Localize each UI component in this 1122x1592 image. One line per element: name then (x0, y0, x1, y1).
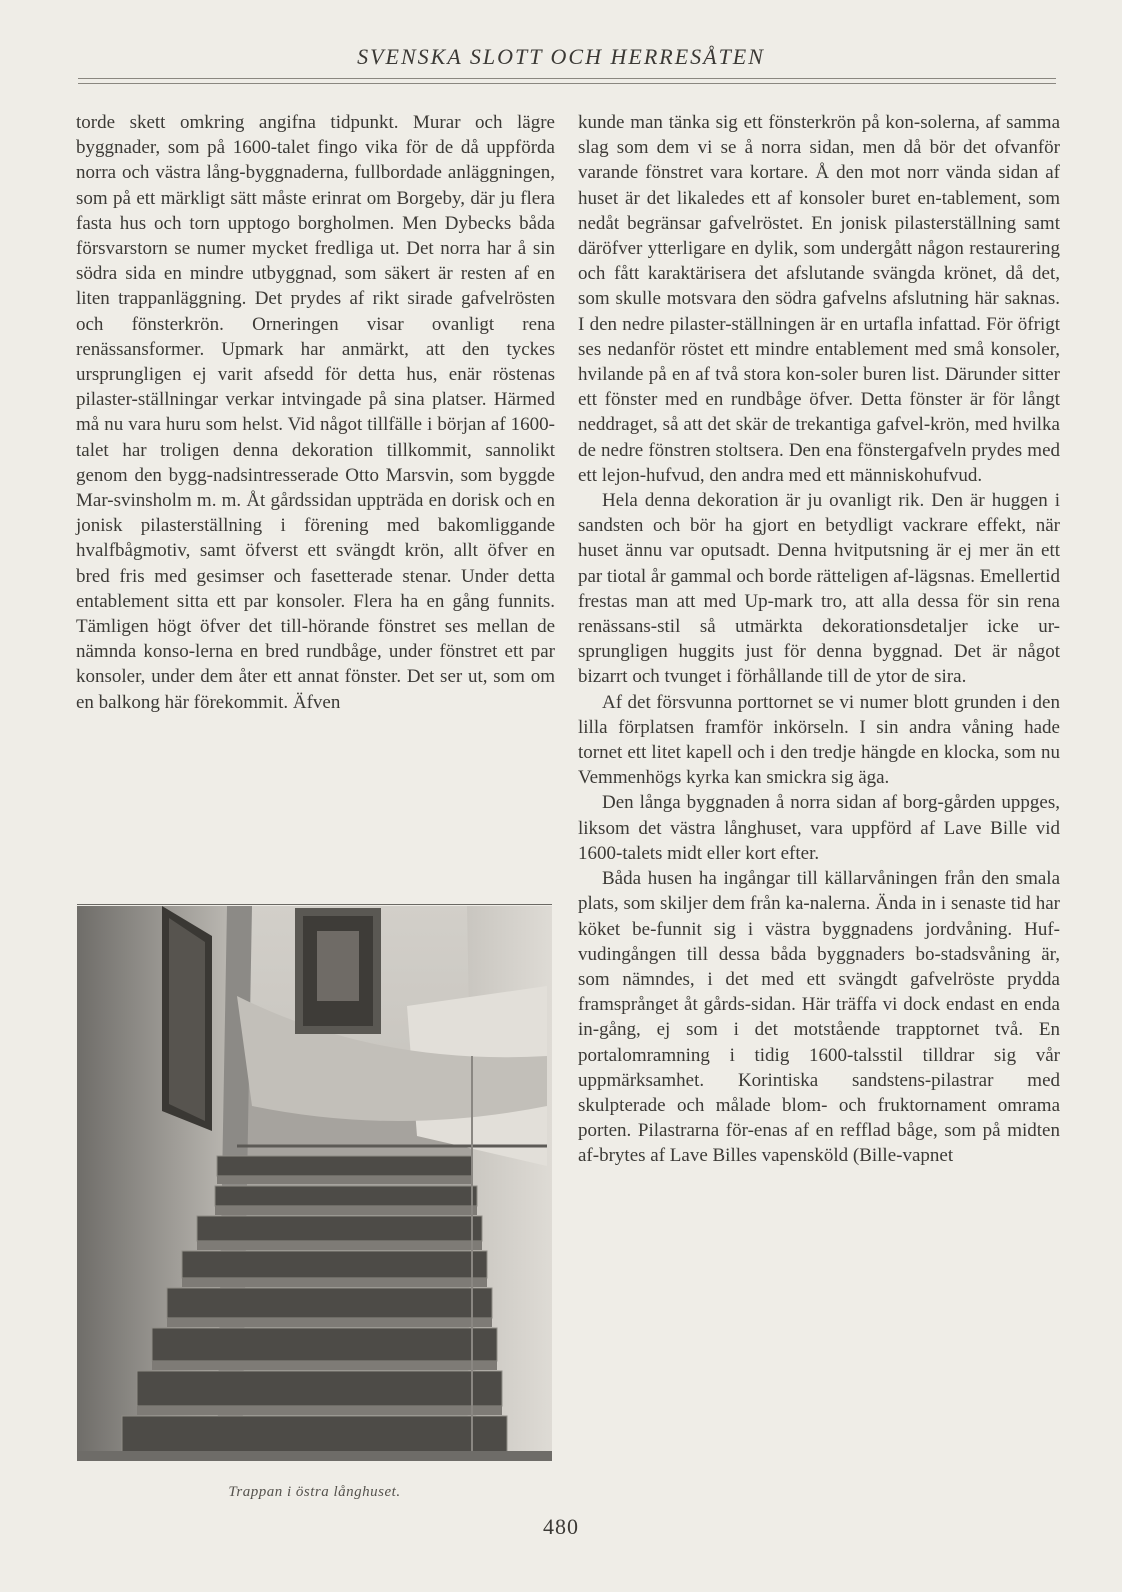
right-paragraph-4: Den långa byggnaden å norra sidan af borg-gården uppges, liksom det västra långhuset, vara uppförd af Lave Bille vid 1600-talets midt eller kort efter. (578, 792, 1060, 864)
header-rule-top (78, 78, 1056, 79)
staircase-photo (77, 906, 552, 1461)
right-paragraph-5: Båda husen ha ingångar till källarvåningen från den smala plats, som skiljer dem från ka-nalerna. Ända in i senaste tid har köket be-funnit sig i västra byggnadens jordvåning. Huf-vudingången till dessa båda byggnaders bo-stadsvåning är, som nämndes, i det med ett svängdt gafvelröste prydda framsprånget åt gårds-sidan. Här träffa vi dock endast en enda in-gång, ej som i det motstående trapptornet två. En portalomramning i tidig 1600-talsstil tilldrar sig vår uppmärksamhet. Korintiska sandstens-pilastrar med skulpterade och målade blom- och fruktornament omrama porten. Pilastrarna för-enas af en refflad båge, som på midten af-brytes af Lave Billes vapensköld (Bille-vapnet (578, 868, 1060, 1167)
photo-caption: Trappan i östra långhuset. (228, 1484, 401, 1500)
right-paragraph-1: kunde man tänka sig ett fönsterkrön på kon-solerna, af samma slag som dem vi se å norra sidan, men då bör det ofvanför varande fönstret vara kortare. Å den mot norr vända sidan af huset är det likaledes ett af konsoler buret en-tablement, som nedåt begränsar gafvelröstet. En jonisk pilasterställning samt däröfver ytterligare en dylik, som undergått någon restaurering och fått karaktärisera det afslutande svängda krönet, då det, som skulle motsvara den södra gafvelns afslutning här saknas. I den nedre pilaster-ställningen är en urtafla infattad. För öfrigt ses nedanför röstet ett mindre entablement med små konsoler, hvilande på en af två stora kon-soler buren list. Därunder sitter ett fönster med en rundbåge öfver. Detta fönster är för långt neddraget, så att det skär de trekantiga gafvel-krön, med hvilka de nedre fönstren stoltsera. Den ena fönstergafveln prydes med ett lejon-hufvud, den andra med ett människohufvud. (578, 112, 1060, 486)
running-header: SVENSKA SLOTT OCH HERRESÅTEN (357, 44, 765, 69)
photo-top-rule (77, 904, 552, 905)
left-paragraph-1: torde skett omkring angifna tidpunkt. Murar och lägre byggnader, som på 1600-talet fingo vika för de då uppförda norra och västra lång-byggnaderna, fullbordade anläggningen, som på ett märkligt sätt måste erinrat om Borgeby, där ju flera fasta hus och torn upptogo borgholmen. Men Dybecks båda försvarstorn se numer mycket fredliga ut. Det norra har å sin södra sida en mindre utbyggnad, som säkert är resten af en liten trappanläggning. Det prydes af rikt sirade gafvelrösten och fönsterkrön. Orneringen visar ovanligt rena renässansformer. Upmark har anmärkt, att den tyckes ursprungligen ej varit afsedd för detta hus, enär röstenas pilaster-ställningar verkar intvingade på sina platser. Härmed må nu vara huru som helst. Vid något tillfälle i början af 1600-talet har troligen denna dekoration tillkommit, sannolikt genom den bygg-nadsintresserade Otto Marsvin, som byggde Mar-svinsholm m. m. Åt gårdssidan uppträda en dorisk och en jonisk pilasterställning i förening med bakomliggande hvalfbågmotiv, samt öfverst ett svängdt krön, allt öfver en bred fris med gesimser och fasetterade stenar. Under detta entablement sitta ett par konsoler. Flera ha en gång funnits. Tämligen högt öfver det till-hörande fönstret ses mellan de nämnda konso-lerna en bred rundbåge, under fönstret ett par konsoler, under dem åter ett annat fönster. Det ser ut, som om en balkong här förekommit. Äfven (76, 112, 555, 713)
right-column (578, 110, 1060, 1169)
right-paragraph-3: Af det försvunna porttornet se vi numer blott grunden i den lilla förplatsen framför inkörseln. I sin andra våning hade tornet ett litet kapell och i den tredje hängde en klocka, som nu Vemmenhögs kyrka kan smickra sig äga. (578, 691, 1060, 789)
header-rule-bottom (78, 83, 1056, 84)
right-paragraph-2: Hela denna dekoration är ju ovanligt rik. Den är huggen i sandsten och bör ha gjort en betydligt vackrare effekt, när huset ännu var oputsadt. Denna hvitputsning är ej mer än ett par tiotal år gammal och borde rätteligen af-lägsnas. Emellertid frestas man att med Up-mark tro, att alla dessa för sin rena renässans-stil så utmärkta dekorationsdetaljer icke ur-sprungligen huggits just för denna byggnad. Det är något bizarrt och tvunget i förhållande till de ytor de sira. (578, 490, 1060, 688)
left-column (76, 110, 555, 715)
page-number: 480 (543, 1514, 579, 1539)
